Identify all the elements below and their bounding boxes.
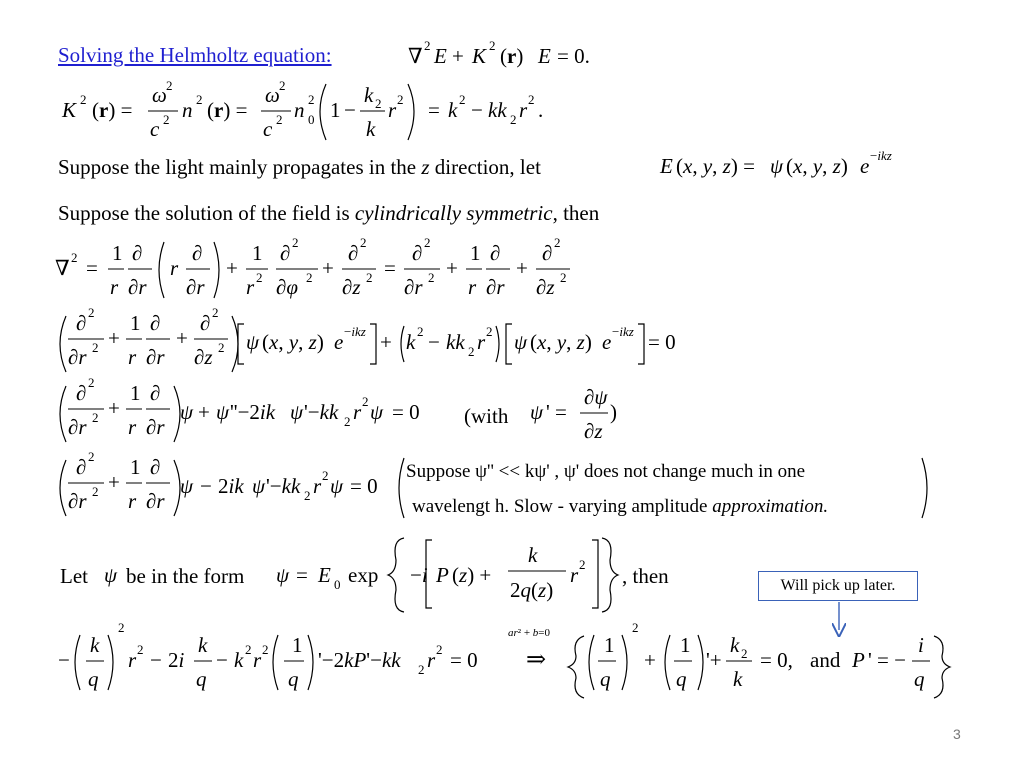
slide-title[interactable]: Solving the Helmholtz equation: — [58, 43, 332, 67]
svg-text:r: r — [110, 275, 119, 299]
svg-text:2: 2 — [554, 235, 561, 250]
svg-text:r: r — [477, 330, 486, 354]
svg-text:2: 2 — [88, 375, 95, 390]
svg-text:2: 2 — [424, 38, 431, 53]
svg-text:r: r — [388, 98, 397, 122]
svg-text:ω: ω — [152, 83, 167, 107]
svg-text:1: 1 — [680, 633, 691, 657]
svg-text:ψ: ψ — [180, 400, 194, 424]
svg-text:1: 1 — [130, 311, 141, 335]
svg-text:r: r — [128, 648, 137, 672]
svg-text:= 0: = 0 — [392, 400, 420, 424]
svg-text:∇: ∇ — [55, 256, 70, 280]
svg-text:+: + — [108, 470, 120, 494]
svg-text:∂: ∂ — [490, 241, 501, 265]
svg-text:' =: ' = — [546, 400, 567, 424]
svg-text:2: 2 — [436, 642, 443, 657]
svg-text:2: 2 — [417, 324, 424, 339]
svg-text:∂r: ∂r — [68, 415, 87, 439]
svg-text:=: = — [86, 256, 98, 280]
svg-text:2: 2 — [279, 78, 286, 93]
svg-text:E: E — [318, 563, 331, 587]
svg-text:r: r — [253, 648, 262, 672]
svg-text:2: 2 — [118, 620, 125, 635]
svg-text:2: 2 — [459, 92, 466, 107]
svg-text:∂: ∂ — [280, 241, 291, 265]
svg-text:2: 2 — [397, 92, 404, 107]
propagation-var: z — [421, 155, 430, 179]
svg-text:+: + — [176, 326, 188, 350]
svg-text:∂: ∂ — [542, 241, 553, 265]
svg-text:2: 2 — [137, 642, 144, 657]
svg-text:⇒: ⇒ — [526, 647, 547, 673]
svg-text:2: 2 — [560, 270, 567, 285]
svg-text:(z) +: (z) + — [452, 563, 492, 587]
svg-text:2: 2 — [245, 642, 252, 657]
let-text-prefix: Let — [60, 564, 88, 588]
callout-text: Will pick up later. — [780, 577, 896, 594]
svg-text:∂r: ∂r — [128, 275, 147, 299]
svg-text:0: 0 — [308, 112, 315, 127]
svg-text:2ik: 2ik — [218, 474, 244, 498]
k-squared-equation — [61, 78, 543, 141]
svg-text:r: r — [128, 489, 137, 513]
svg-text:+: + — [108, 326, 120, 350]
svg-text:2: 2 — [163, 112, 170, 127]
svg-text:2: 2 — [362, 394, 369, 409]
svg-text:e: e — [334, 330, 344, 354]
svg-text:2: 2 — [218, 340, 225, 355]
svg-text:ψ: ψ — [104, 563, 118, 587]
svg-text:K: K — [472, 44, 487, 68]
svg-text:r: r — [353, 400, 362, 424]
gaussian-form — [104, 538, 618, 612]
svg-text:(r) =: (r) = — [92, 98, 133, 122]
svg-text:): ) — [610, 400, 617, 424]
svg-text:K: K — [62, 98, 77, 122]
symmetric-emphasis: cylindrically symmetric — [354, 201, 553, 225]
svg-text:1: 1 — [252, 241, 263, 265]
svg-text:−: − — [58, 648, 70, 672]
svg-text:∂: ∂ — [192, 241, 203, 265]
svg-text:−: − — [471, 98, 483, 122]
svg-text:2: 2 — [92, 410, 99, 425]
svg-text:1: 1 — [330, 98, 341, 122]
svg-text:r: r — [128, 345, 137, 369]
svg-text:r: r — [170, 256, 179, 280]
svg-text:∂: ∂ — [150, 455, 161, 479]
svg-text:q: q — [914, 667, 925, 691]
svg-text:2: 2 — [80, 92, 87, 107]
svg-text:q: q — [600, 667, 611, 691]
svg-text:r: r — [246, 275, 255, 299]
svg-text:r: r — [519, 98, 528, 122]
svg-text:∂: ∂ — [150, 311, 161, 335]
svg-text:−ikz: −ikz — [612, 324, 634, 339]
svg-text:ar² + b=0: ar² + b=0 — [508, 627, 551, 639]
symmetric-prefix: Suppose the solution of the field is — [58, 201, 350, 225]
svg-text:2: 2 — [92, 340, 99, 355]
svg-text:−: − — [344, 98, 356, 122]
svg-text:q: q — [196, 667, 207, 691]
svg-text:exp: exp — [348, 563, 379, 587]
svg-text:−: − — [150, 648, 162, 672]
svg-text:2: 2 — [424, 235, 431, 250]
svg-text:2: 2 — [375, 96, 382, 111]
svg-text:∇: ∇ — [408, 44, 423, 68]
svg-text:(r): (r) — [500, 44, 524, 68]
svg-text:∂z: ∂z — [536, 275, 555, 299]
svg-text:'+: '+ — [706, 648, 722, 672]
laplacian-equation — [55, 235, 570, 299]
svg-text:r: r — [313, 474, 322, 498]
svg-text:ψ: ψ — [246, 330, 260, 354]
slow-varying-line-1: Suppose ψ'' << kψ' , ψ' does not change much in one — [406, 461, 806, 482]
svg-text:−ikz: −ikz — [344, 324, 366, 339]
svg-text:2: 2 — [360, 235, 367, 250]
svg-text:+: + — [322, 256, 334, 280]
svg-text:ψ: ψ — [216, 400, 230, 424]
svg-text:+: + — [516, 256, 528, 280]
svg-text:2: 2 — [486, 324, 493, 339]
svg-text:0: 0 — [334, 577, 341, 592]
let-text-suffix: , then — [622, 564, 669, 588]
svg-text:+: + — [226, 256, 238, 280]
svg-text:∂z: ∂z — [342, 275, 361, 299]
svg-text:'−2kP'−kk: '−2kP'−kk — [318, 648, 401, 672]
svg-text:ψ: ψ — [252, 474, 266, 498]
svg-text:'−kk: '−kk — [304, 400, 339, 424]
svg-text:ψ: ψ — [530, 400, 544, 424]
svg-text:−i: −i — [410, 563, 428, 587]
svg-text:∂r: ∂r — [146, 489, 165, 513]
svg-text:e: e — [602, 330, 612, 354]
svg-text:+: + — [108, 396, 120, 420]
svg-text:(x, y, z): (x, y, z) — [786, 154, 848, 178]
let-text-mid: be in the form — [126, 564, 245, 588]
svg-text:= 0,: = 0, — [760, 648, 793, 672]
field-ansatz — [659, 148, 892, 178]
svg-text:k: k — [366, 117, 376, 141]
svg-text:= 0: = 0 — [350, 474, 378, 498]
svg-text:2: 2 — [418, 662, 425, 677]
svg-text:∂: ∂ — [412, 241, 423, 265]
svg-text:2: 2 — [92, 484, 99, 499]
svg-text:2: 2 — [468, 344, 475, 359]
svg-text:c: c — [263, 117, 273, 141]
svg-text:2: 2 — [88, 305, 95, 320]
svg-text:2: 2 — [88, 449, 95, 464]
svg-text:r: r — [468, 275, 477, 299]
svg-text:c: c — [150, 117, 160, 141]
svg-text:= 0: = 0 — [450, 648, 478, 672]
svg-text:=: = — [428, 98, 440, 122]
svg-text:2q(z): 2q(z) — [510, 578, 554, 602]
svg-text:∂: ∂ — [200, 311, 211, 335]
svg-text:2: 2 — [71, 250, 78, 265]
svg-text:1: 1 — [470, 241, 481, 265]
svg-text:1: 1 — [292, 633, 303, 657]
svg-text:−: − — [428, 330, 440, 354]
svg-text:ψ: ψ — [330, 474, 344, 498]
svg-text:+: + — [198, 400, 210, 424]
svg-text:'−kk: '−kk — [266, 474, 301, 498]
svg-text:ψ: ψ — [370, 400, 384, 424]
svg-text:= 0.: = 0. — [557, 44, 590, 68]
svg-text:ω: ω — [265, 83, 280, 107]
svg-text:=: = — [296, 563, 308, 587]
svg-text:−ikz: −ikz — [870, 148, 892, 163]
svg-text:+: + — [380, 330, 392, 354]
svg-text:r: r — [128, 415, 137, 439]
svg-text:2: 2 — [262, 642, 269, 657]
svg-text:2: 2 — [489, 38, 496, 53]
svg-text:E: E — [434, 44, 447, 68]
svg-text:(x, y, z) =: (x, y, z) = — [676, 154, 755, 178]
svg-text:i: i — [918, 633, 924, 657]
svg-text:2: 2 — [166, 78, 173, 93]
svg-text:2: 2 — [276, 112, 283, 127]
svg-text:(x, y, z): (x, y, z) — [262, 330, 324, 354]
svg-text:k: k — [234, 648, 244, 672]
svg-text:2: 2 — [306, 270, 313, 285]
svg-text:E: E — [538, 44, 551, 68]
paraxial-equation-full — [60, 375, 617, 443]
svg-text:2: 2 — [212, 305, 219, 320]
svg-text:−: − — [200, 474, 212, 498]
svg-text:r: r — [570, 563, 579, 587]
svg-text:∂: ∂ — [132, 241, 143, 265]
svg-text:= 0: = 0 — [648, 330, 676, 354]
svg-text:k: k — [90, 633, 100, 657]
svg-text:P: P — [852, 648, 865, 672]
svg-text:−: − — [216, 648, 228, 672]
paraxial-equation-reduced — [60, 449, 927, 518]
svg-text:∂z: ∂z — [194, 345, 213, 369]
svg-text:1: 1 — [604, 633, 615, 657]
svg-text:E: E — [660, 154, 673, 178]
svg-text:e: e — [860, 154, 870, 178]
slow-varying-line-2b: approximation. — [712, 496, 829, 517]
svg-text:P: P — [436, 563, 449, 587]
wave-operator-equation — [60, 305, 676, 372]
page-number: 3 — [953, 726, 961, 742]
svg-text:ψ: ψ — [514, 330, 528, 354]
svg-text:∂r: ∂r — [68, 489, 87, 513]
svg-text:kk: kk — [446, 330, 465, 354]
svg-text:ψ: ψ — [180, 474, 194, 498]
svg-text:∂: ∂ — [76, 311, 87, 335]
svg-text:2: 2 — [196, 92, 203, 107]
helmholtz-equation — [408, 38, 590, 68]
final-equation — [58, 620, 950, 698]
svg-text:2: 2 — [304, 488, 311, 503]
svg-text:+: + — [446, 256, 458, 280]
svg-text:k: k — [730, 633, 740, 657]
svg-text:∂ψ: ∂ψ — [584, 385, 608, 409]
svg-text:2: 2 — [308, 92, 315, 107]
svg-text:q: q — [676, 667, 687, 691]
svg-text:ψ: ψ — [290, 400, 304, 424]
svg-text:∂φ: ∂φ — [276, 275, 299, 299]
svg-text:q: q — [88, 667, 99, 691]
svg-text:' = −: ' = − — [868, 648, 906, 672]
symmetric-suffix: , then — [552, 201, 600, 225]
svg-text:2: 2 — [528, 92, 535, 107]
svg-text:kk: kk — [488, 98, 507, 122]
svg-text:=: = — [384, 256, 396, 280]
svg-text:2: 2 — [741, 646, 748, 661]
svg-text:ψ: ψ — [770, 154, 784, 178]
svg-text:2: 2 — [366, 270, 373, 285]
svg-text:1: 1 — [130, 455, 141, 479]
svg-text:2: 2 — [292, 235, 299, 250]
svg-text:k: k — [198, 633, 208, 657]
svg-text:and: and — [810, 648, 841, 672]
svg-text:∂r: ∂r — [486, 275, 505, 299]
svg-text:∂r: ∂r — [404, 275, 423, 299]
svg-text:2: 2 — [510, 112, 517, 127]
propagation-text-end: direction, let — [434, 155, 541, 179]
propagation-text-start: Suppose the light mainly propagates in the — [58, 155, 417, 179]
svg-text:2i: 2i — [168, 648, 185, 672]
svg-text:k: k — [733, 667, 743, 691]
svg-text:2: 2 — [344, 414, 351, 429]
svg-text:∂r: ∂r — [146, 415, 165, 439]
svg-text:.: . — [538, 98, 544, 122]
svg-text:∂r: ∂r — [146, 345, 165, 369]
svg-text:k: k — [448, 98, 458, 122]
svg-text:∂r: ∂r — [68, 345, 87, 369]
svg-text:+: + — [452, 44, 464, 68]
svg-text:2: 2 — [579, 557, 586, 572]
svg-text:n: n — [294, 98, 305, 122]
svg-text:r: r — [427, 648, 436, 672]
svg-text:2: 2 — [256, 270, 263, 285]
svg-text:1: 1 — [112, 241, 123, 265]
svg-text:k: k — [406, 330, 416, 354]
svg-text:∂r: ∂r — [186, 275, 205, 299]
svg-text:1: 1 — [130, 381, 141, 405]
svg-text:''−2ik: ''−2ik — [230, 400, 276, 424]
svg-text:∂: ∂ — [348, 241, 359, 265]
svg-text:2: 2 — [322, 468, 329, 483]
svg-text:+: + — [644, 648, 656, 672]
svg-text:2: 2 — [428, 270, 435, 285]
svg-text:2: 2 — [632, 620, 639, 635]
svg-text:k: k — [528, 543, 538, 567]
svg-text:∂: ∂ — [76, 455, 87, 479]
svg-text:(r) =: (r) = — [207, 98, 248, 122]
svg-text:∂: ∂ — [76, 381, 87, 405]
svg-text:(x, y, z): (x, y, z) — [530, 330, 592, 354]
svg-text:k: k — [364, 83, 374, 107]
with-text: (with — [464, 404, 509, 428]
slow-varying-line-2a: wavelengt h. Slow - varying amplitude — [412, 496, 713, 517]
svg-text:∂z: ∂z — [584, 419, 603, 443]
svg-text:ψ: ψ — [276, 563, 290, 587]
svg-text:∂: ∂ — [150, 381, 161, 405]
svg-text:n: n — [182, 98, 193, 122]
svg-text:q: q — [288, 667, 299, 691]
